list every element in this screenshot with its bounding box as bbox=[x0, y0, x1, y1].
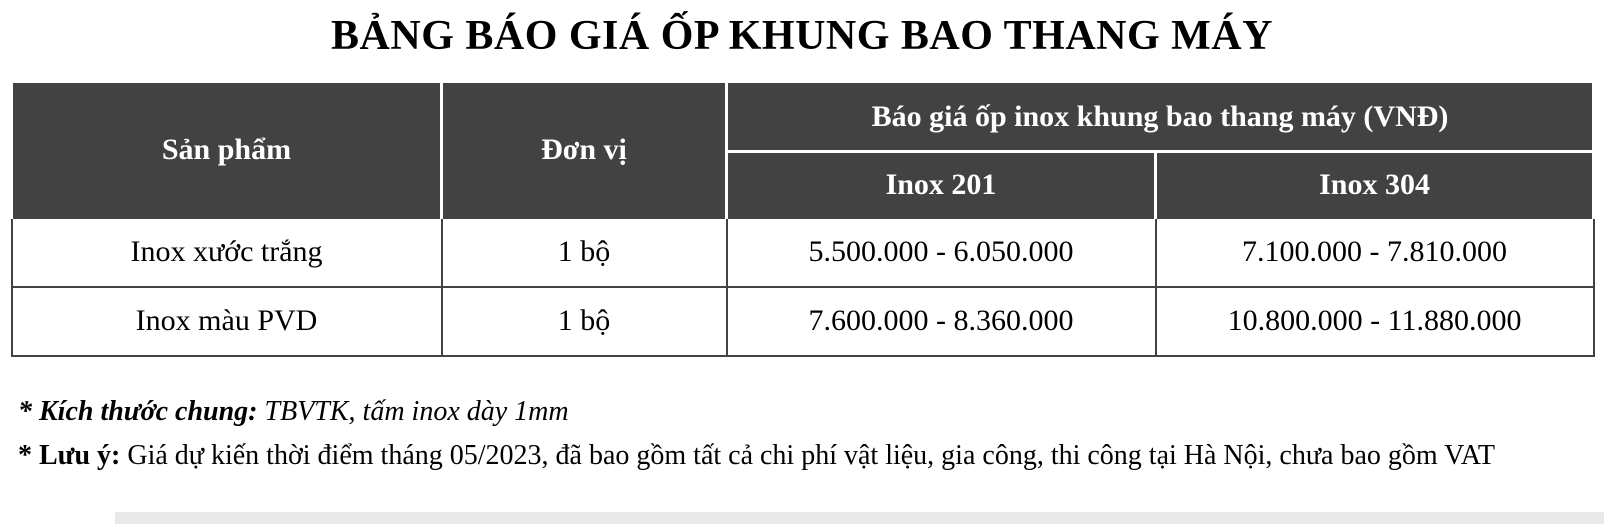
header-product: Sản phẩm bbox=[12, 82, 442, 218]
price-table bbox=[10, 80, 1595, 357]
cropped-next-table-edge bbox=[115, 512, 1604, 524]
header-price-group: Báo giá ốp inox khung bao thang máy (VNĐ) bbox=[727, 82, 1594, 152]
cell-unit: 1 bộ bbox=[442, 218, 727, 287]
cell-price-inox304: 10.800.000 - 11.880.000 bbox=[1156, 287, 1594, 356]
footnotes bbox=[18, 390, 1594, 478]
table-row bbox=[12, 218, 1594, 287]
header-inox-201: Inox 201 bbox=[727, 152, 1156, 218]
cell-product: Inox màu PVD bbox=[12, 287, 442, 356]
page-title: BẢNG BÁO GIÁ ỐP KHUNG BAO THANG MÁY bbox=[331, 13, 1273, 59]
cell-unit: 1 bộ bbox=[442, 287, 727, 356]
table-row bbox=[12, 287, 1594, 356]
header-inox-304: Inox 304 bbox=[1156, 152, 1594, 218]
note-disclaimer-label: * Lưu ý: bbox=[18, 440, 121, 471]
note-disclaimer bbox=[18, 434, 1594, 478]
header-unit: Đơn vị bbox=[442, 82, 727, 218]
note-dimensions bbox=[18, 390, 1594, 434]
cell-price-inox304: 7.100.000 - 7.810.000 bbox=[1156, 218, 1594, 287]
cell-product: Inox xước trắng bbox=[12, 218, 442, 287]
note-dimensions-text: TBVTK, tấm inox dày 1mm bbox=[257, 396, 569, 427]
cell-price-inox201: 7.600.000 - 8.360.000 bbox=[727, 287, 1156, 356]
note-disclaimer-text: Giá dự kiến thời điểm tháng 05/2023, đã bao gồm tất cả chi phí vật liệu, gia công, thi công tại Hà Nội, chưa bao gồm VAT bbox=[120, 440, 1495, 471]
cell-price-inox201: 5.500.000 - 6.050.000 bbox=[727, 218, 1156, 287]
note-dimensions-label: * Kích thước chung: bbox=[18, 396, 258, 427]
